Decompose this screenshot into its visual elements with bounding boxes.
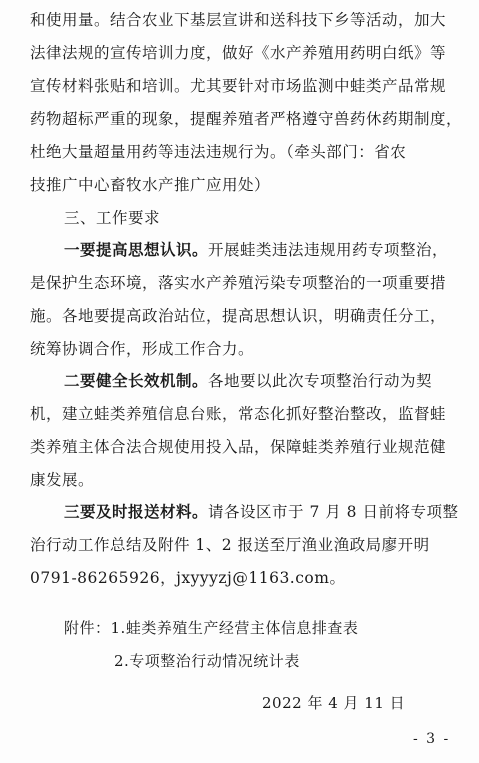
attachment-item-1: 1.蛙类养殖生产经营主体信息排查表 <box>110 619 359 637</box>
document-date: 2022 年 4 月 11 日 <box>262 694 406 712</box>
requirement-2-first-line <box>64 371 479 391</box>
paragraph-line: 技推广中心畜牧水产推广应用处） <box>30 176 271 194</box>
requirement-2-lead: 二要健全长效机制。 <box>64 371 209 390</box>
paragraph-line: 药物超标严重的现象，提醒养殖者严格遵守兽药休药期制度， <box>30 110 463 128</box>
paragraph-line: 杜绝大量超量用药等违法违规行为。（牵头部门：省农 <box>30 143 407 161</box>
attachment-item-2: 2.专项整治行动情况统计表 <box>114 652 300 670</box>
requirement-3-lead: 三要及时报送材料。 <box>64 502 209 521</box>
attachment-label: 附件： <box>64 619 111 637</box>
section-heading: 三、工作要求 <box>64 209 161 227</box>
paragraph-line: 和使用量。结合农业下基层宣讲和送科技下乡等活动，加大 <box>30 11 447 29</box>
requirement-1-text: 开展蛙类违法违规用药专项整治， <box>208 241 449 259</box>
paragraph-line: 康发展。 <box>30 471 95 489</box>
requirement-1-lead: 一要提高思想认识。 <box>64 240 209 259</box>
paragraph-line: 机，建立蛙类养殖信息台账，常态化抓好整治整改，监督蛙 <box>30 405 447 423</box>
page-number: - 3 - <box>413 731 451 747</box>
requirement-2-text: 各地要以此次专项整治行动为契 <box>208 372 433 390</box>
requirement-1-first-line <box>64 240 479 260</box>
paragraph-line: 是保护生态环境，落实水产养殖污染专项整治的一项重要措 <box>30 274 447 292</box>
paragraph-line: 类养殖主体合法合规使用投入品，保障蛙类养殖行业规范健 <box>30 438 447 456</box>
paragraph-line: 宣传材料张贴和培训。尤其要针对市场监测中蛙类产品常规 <box>30 77 447 95</box>
requirement-3-first-line <box>64 502 479 522</box>
paragraph-line: 法律法规的宣传培训力度，做好《水产养殖用药明白纸》等 <box>30 44 447 62</box>
attachment-1-line <box>64 618 479 638</box>
paragraph-line: 治行动工作总结及附件 1、2 报送至厅渔业渔政局廖开明 <box>30 536 430 554</box>
paragraph-line: 统筹协调合作，形成工作合力。 <box>30 340 255 358</box>
requirement-3-text: 请各设区市于 7 月 8 日前将专项整 <box>208 503 459 521</box>
paragraph-line: 施。各地要提高政治站位，提高思想认识，明确责任分工， <box>30 307 447 325</box>
contact-line: 0791-86265926，jxyyyzj@1163.com。 <box>30 569 346 587</box>
